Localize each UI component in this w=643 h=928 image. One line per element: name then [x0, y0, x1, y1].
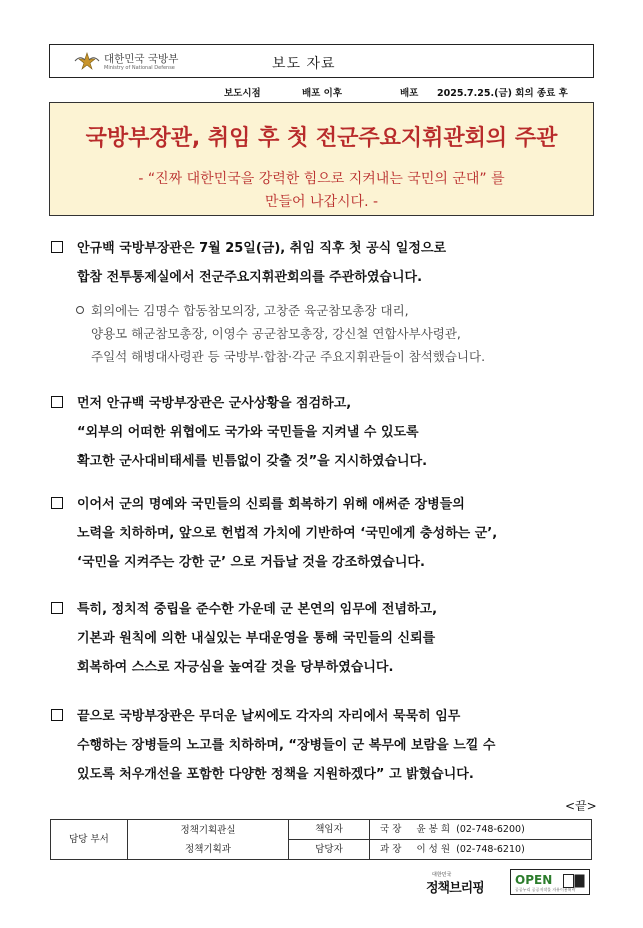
contact-title: 과 장	[380, 844, 402, 855]
release-value2: 2025.7.25.(금) 회의 종료 후	[437, 88, 568, 99]
note-line: 주일석 해병대사령관 등 국방부·합참·각군 주요지휘관들이 참석했습니다.	[91, 349, 486, 364]
contact-title: 국 장	[380, 824, 402, 835]
square-bullet-icon	[51, 241, 63, 253]
role-cell	[370, 820, 592, 840]
paragraph-line: ‘국민을 지켜주는 강한 군’ 으로 거듭날 것을 강조하였습니다.	[77, 555, 425, 570]
ministry-name: 대한민국 국방부	[104, 53, 179, 65]
paragraph-4	[49, 595, 437, 682]
dept-subname: 정책기획과	[185, 843, 231, 855]
contact-name: 이 성 원	[416, 844, 451, 855]
contact-phone: (02-748-6210)	[456, 844, 525, 855]
dept-cell	[128, 820, 289, 860]
paragraph-line: 안규백 국방부장관은 7월 25일(금), 취임 직후 첫 공식 일정으로	[77, 241, 446, 256]
square-bullet-icon	[51, 396, 63, 408]
square-bullet-icon	[51, 602, 63, 614]
role-cell	[370, 840, 592, 860]
subtitle-line: - “진짜 대한민국을 강력한 힘으로 지켜내는 국민의 군대” 를	[138, 171, 505, 187]
ministry-emblem-icon	[74, 51, 100, 71]
paragraph-line: “외부의 어떠한 위협에도 국가와 국민들을 지켜낼 수 있도록	[77, 425, 419, 440]
paragraph-line: 노력을 치하하며, 앞으로 헌법적 가치에 기반하여 ‘국민에게 충성하는 군’,	[77, 526, 498, 541]
contact-name: 윤 봉 희	[416, 824, 451, 835]
paragraph-line: 합참 전투통제실에서 전군주요지휘관회의를 주관하였습니다.	[77, 270, 423, 285]
briefing-small-text: 대한민국	[432, 872, 452, 878]
license-marks-icon	[563, 874, 585, 888]
page-subtitle	[50, 168, 593, 214]
subtitle-line: 만들어 나갑시다. -	[264, 194, 379, 210]
paragraph-line: 먼저 안규백 국방부장관은 군사상황을 점검하고,	[77, 396, 352, 411]
briefing-brand-text: 정책브리핑	[426, 881, 484, 896]
paragraph-3	[49, 490, 497, 577]
paragraph-line: 수행하는 장병들의 노고를 치하하며, “장병들이 군 복무에 보람을 느낄 수	[77, 738, 496, 753]
table-row	[51, 820, 592, 840]
paragraph-line: 기본과 원칙에 의한 내실있는 부대운영을 통해 국민들의 신뢰를	[77, 631, 436, 646]
attendees-note	[49, 299, 485, 368]
paragraph-line: 회복하여 스스로 자긍심을 높여갈 것을 당부하였습니다.	[77, 660, 394, 675]
release-value2-label: 배포	[400, 88, 419, 99]
ministry-name-en: Ministry of National Defense	[104, 65, 175, 71]
ministry-logo	[74, 50, 186, 74]
role-label-cell: 책임자	[289, 820, 370, 840]
note-line: 양용모 해군참모총장, 이영수 공군참모총장, 강신철 연합사부사령관,	[91, 326, 461, 341]
press-header	[49, 44, 594, 78]
paragraph-line: 특히, 정치적 중립을 준수한 가운데 군 본연의 임무에 전념하고,	[77, 602, 438, 617]
paragraph-1	[49, 234, 446, 292]
circle-bullet-icon	[76, 306, 84, 314]
note-line: 회의에는 김명수 합동참모의장, 고창준 육군참모총장 대리,	[91, 303, 409, 318]
contact-phone: (02-748-6200)	[456, 824, 525, 835]
contact-table	[50, 819, 592, 860]
role-label-cell: 담당자	[289, 840, 370, 860]
paragraph-line: 확고한 군사대비태세를 빈틈없이 갖출 것”을 지시하였습니다.	[77, 454, 428, 469]
square-bullet-icon	[51, 709, 63, 721]
paragraph-5	[49, 702, 495, 789]
paragraph-line: 끝으로 국방부장관은 무더운 날씨에도 각자의 자리에서 묵묵히 임무	[77, 709, 461, 724]
title-box	[49, 102, 594, 216]
paragraph-line: 있도록 처우개선을 포함한 다양한 정책을 지원하겠다” 고 밝혔습니다.	[77, 767, 474, 782]
open-license-badge	[510, 869, 590, 895]
end-mark: <끝>	[565, 799, 597, 813]
open-label: OPEN	[515, 873, 553, 887]
paragraph-2	[49, 389, 427, 476]
document-type: 보도 자료	[272, 56, 336, 72]
dept-name: 정책기획관실	[180, 824, 236, 836]
policy-briefing-logo	[426, 871, 498, 895]
square-bullet-icon	[51, 497, 63, 509]
open-license-text: 공공누리 공공저작물 자유이용허락	[515, 887, 576, 892]
paragraph-line: 이어서 군의 명예와 국민들의 신뢰를 회복하기 위해 애써준 장병들의	[77, 497, 465, 512]
release-label: 보도시점	[224, 88, 261, 99]
dept-label-cell: 담당 부서	[51, 820, 128, 860]
page-title: 국방부장관, 취임 후 첫 전군주요지휘관회의 주관	[85, 126, 558, 151]
release-value: 배포 이후	[302, 88, 343, 99]
